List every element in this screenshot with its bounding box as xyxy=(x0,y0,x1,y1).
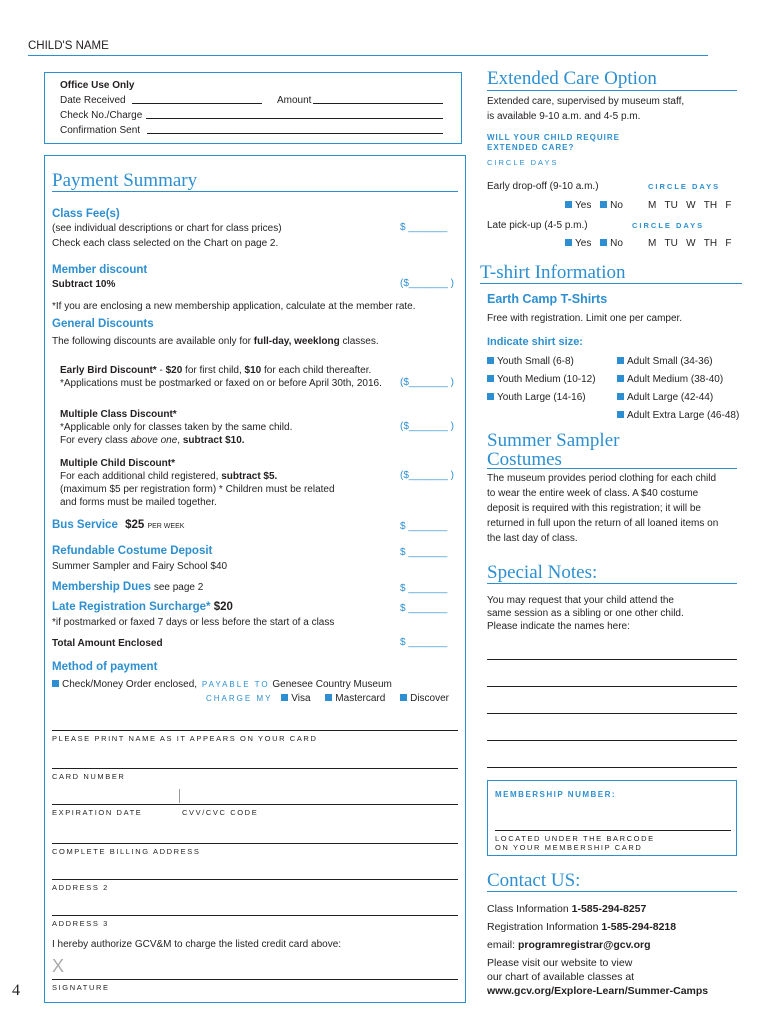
early-bird-amt2: $10 xyxy=(244,365,262,376)
reg-info-line xyxy=(487,921,676,934)
extended-question1: WILL YOUR CHILD REQUIRE xyxy=(487,133,620,142)
late-reg-note: *if postmarked or faxed 7 days or less before the start of a class xyxy=(52,617,335,628)
extended-question2: EXTENDED CARE? xyxy=(487,143,575,152)
email-link[interactable]: programregistrar@gcv.org xyxy=(517,939,651,951)
membership-located2: ON YOUR MEMBERSHIP CARD xyxy=(495,843,643,852)
membership-number-label: MEMBERSHIP NUMBER: xyxy=(495,790,617,799)
card-number-label: CARD NUMBER xyxy=(52,772,126,781)
discover-checkbox[interactable] xyxy=(400,694,407,701)
adult-medium-label: Adult Medium (38-40) xyxy=(627,374,724,385)
membership-number-field[interactable] xyxy=(495,830,731,831)
charge-options-line xyxy=(206,692,449,705)
extended-circle-days: CIRCLE DAYS xyxy=(487,158,559,167)
sampler-title1: Summer Sampler xyxy=(487,430,620,451)
general-note-post: classes. xyxy=(339,336,379,347)
notes-field-5[interactable] xyxy=(487,767,737,768)
multi-child-note2: (maximum $5 per registration form) * Children must be related xyxy=(60,484,335,495)
multi-class-note1: *Applicable only for classes taken by the same child. xyxy=(60,422,293,433)
page-number: 4 xyxy=(12,982,20,999)
early-bird-text1: for first child, xyxy=(182,365,245,376)
discover-label: Discover xyxy=(410,693,449,704)
late-circle-days: CIRCLE DAYS xyxy=(632,221,705,230)
sampler-rule xyxy=(487,468,737,469)
adult-medium-checkbox[interactable] xyxy=(617,375,624,382)
charge-my-label: CHARGE MY xyxy=(206,694,273,703)
confirmation-label: Confirmation Sent xyxy=(60,125,141,136)
bus-price: $25 xyxy=(125,519,145,531)
method-heading: Method of payment xyxy=(52,661,158,673)
multi-child-note1 xyxy=(60,470,277,483)
multi-child-note3: and forms must be mailed together. xyxy=(60,497,217,508)
child-name-field[interactable] xyxy=(28,55,708,56)
class-fees-heading: Class Fee(s) xyxy=(52,208,120,220)
website-link[interactable]: www.gcv.org/Explore-Learn/Summer-Camps xyxy=(487,985,709,997)
class-info-phone[interactable]: 1-585-294-8257 xyxy=(571,903,647,915)
notes-field-3[interactable] xyxy=(487,713,737,714)
payable-to-label: PAYABLE TO xyxy=(201,680,270,689)
address2-field[interactable] xyxy=(52,879,458,880)
size-adult-xl xyxy=(617,409,739,422)
early-dropoff-label: Early drop-off (9-10 a.m.) xyxy=(487,181,599,192)
multi-class-note2-a: For every class xyxy=(60,435,131,446)
mastercard-label: Mastercard xyxy=(335,693,386,704)
youth-small-label: Youth Small (6-8) xyxy=(497,356,574,367)
adult-small-label: Adult Small (34-36) xyxy=(627,356,713,367)
member-discount-heading: Member discount xyxy=(52,264,148,276)
confirmation-field[interactable] xyxy=(147,133,443,134)
contact-rule xyxy=(487,891,737,892)
subtract10-label: Subtract 10% xyxy=(52,279,116,290)
membership-dues-label: Membership Dues xyxy=(52,581,152,593)
payment-title-rule xyxy=(52,191,458,192)
size-youth-small xyxy=(487,355,574,368)
size-adult-large xyxy=(617,391,713,404)
mastercard-checkbox[interactable] xyxy=(325,694,332,701)
multi-child-title: Multiple Child Discount* xyxy=(60,458,175,469)
late-no-label: No xyxy=(610,238,623,249)
tshirt-title: T-shirt Information xyxy=(480,262,626,283)
address3-field[interactable] xyxy=(52,915,458,916)
late-days[interactable]: M TU W TH F xyxy=(648,238,732,249)
membership-located1: LOCATED UNDER THE BARCODE xyxy=(495,834,655,843)
amount-field[interactable] xyxy=(313,103,443,104)
early-days[interactable]: M TU W TH F xyxy=(648,200,732,211)
contact-title: Contact US: xyxy=(487,870,581,891)
early-bird-note: *Applications must be postmarked or faxed on or before April 30th, 2016. xyxy=(60,378,382,389)
bus-service-line xyxy=(52,519,184,531)
early-bird-title: Early Bird Discount* xyxy=(60,365,157,376)
late-pickup-label: Late pick-up (4-5 p.m.) xyxy=(487,220,588,231)
multi-child-note1-b: subtract $5. xyxy=(221,471,278,482)
class-fees-note1: (see individual descriptions or chart for class prices) xyxy=(52,223,282,234)
class-fees-note2: Check each class selected on the Chart on page 2. xyxy=(52,238,279,249)
adult-xl-checkbox[interactable] xyxy=(617,411,624,418)
tshirt-rule xyxy=(480,283,742,284)
print-name-label: PLEASE PRINT NAME AS IT APPEARS ON YOUR CARD xyxy=(52,734,318,743)
member-note: *If you are enclosing a new membership application, calculate at the member rate. xyxy=(52,301,416,312)
billing-label: COMPLETE BILLING ADDRESS xyxy=(52,847,201,856)
signature-field[interactable] xyxy=(52,979,458,980)
print-name-field[interactable] xyxy=(52,730,458,731)
late-yes-checkbox[interactable] xyxy=(565,239,572,246)
billing-field[interactable] xyxy=(52,843,458,844)
expiration-label: EXPIRATION DATE xyxy=(52,808,143,817)
size-adult-medium xyxy=(617,373,723,386)
sampler-line-1: to wear the entire week of class. A $40 costume xyxy=(487,488,699,499)
notes-line-1: same session as a sibling or one other child. xyxy=(487,608,684,619)
youth-medium-label: Youth Medium (10-12) xyxy=(497,374,596,385)
payee-name: Genesee Country Museum xyxy=(272,679,392,690)
member-discount-amount[interactable]: ($_______ ) xyxy=(400,278,454,289)
adult-xl-label: Adult Extra Large (46-48) xyxy=(627,410,740,421)
membership-dues-note: see page 2 xyxy=(151,582,204,593)
notes-line-0: You may request that your child attend the xyxy=(487,595,674,606)
class-info-label: Class Information xyxy=(487,903,572,915)
general-note-bold: full-day, weeklong xyxy=(253,336,340,347)
late-no-checkbox[interactable] xyxy=(600,239,607,246)
membership-dues-line xyxy=(52,581,203,593)
check-option-line xyxy=(52,678,392,691)
reg-info-label: Registration Information xyxy=(487,921,602,933)
early-bird-amount[interactable]: ($_______ ) xyxy=(400,377,454,388)
tshirt-note: Free with registration. Limit one per camper. xyxy=(487,313,683,324)
early-yes-no xyxy=(565,199,623,212)
size-youth-large xyxy=(487,391,586,404)
check-money-order-checkbox[interactable] xyxy=(52,680,59,687)
costume-deposit-note: Summer Sampler and Fairy School $40 xyxy=(52,561,228,572)
notes-field-2[interactable] xyxy=(487,686,737,687)
multi-class-note2 xyxy=(60,434,245,447)
visit-line1: Please visit our website to view xyxy=(487,957,633,969)
early-yes-checkbox[interactable] xyxy=(565,201,572,208)
bus-service-amount[interactable]: $ _______ xyxy=(400,521,448,532)
sampler-line-4: the last day of class. xyxy=(487,533,578,544)
general-discounts-note xyxy=(52,335,379,348)
late-yes-no xyxy=(565,237,623,250)
date-received-label: Date Received xyxy=(60,95,126,106)
youth-small-checkbox[interactable] xyxy=(487,357,494,364)
multi-class-amount[interactable]: ($_______ ) xyxy=(400,421,454,432)
expiration-field[interactable] xyxy=(52,804,458,805)
total-amount[interactable]: $ _______ xyxy=(400,637,448,648)
class-fees-amount[interactable]: $ _______ xyxy=(400,222,448,233)
address2-label: ADDRESS 2 xyxy=(52,883,109,892)
size-youth-medium xyxy=(487,373,596,386)
tshirt-indicate: Indicate shirt size: xyxy=(487,336,583,348)
signature-label: SIGNATURE xyxy=(52,983,110,992)
check-no-field[interactable] xyxy=(146,118,443,119)
bus-service-label: Bus Service xyxy=(52,519,118,531)
multi-class-title: Multiple Class Discount* xyxy=(60,409,177,420)
cvv-label: CVV/CVC CODE xyxy=(182,808,259,817)
multi-class-note2-d: subtract $10. xyxy=(182,435,245,446)
adult-large-checkbox[interactable] xyxy=(617,393,624,400)
youth-medium-checkbox[interactable] xyxy=(487,375,494,382)
membership-dues-amount[interactable]: $ _______ xyxy=(400,583,448,594)
office-use-title: Office Use Only xyxy=(60,80,135,91)
general-note-pre: The following discounts are available only for xyxy=(52,336,254,347)
costume-deposit-amount[interactable]: $ _______ xyxy=(400,547,448,558)
early-no-checkbox[interactable] xyxy=(600,201,607,208)
payment-summary-title: Payment Summary xyxy=(52,170,198,191)
general-discounts-heading: General Discounts xyxy=(52,318,154,330)
youth-large-label: Youth Large (14-16) xyxy=(497,392,586,403)
card-number-field[interactable] xyxy=(52,768,458,769)
email-label: email: xyxy=(487,939,518,951)
check-no-label: Check No./Charge xyxy=(60,110,143,121)
notes-field-1[interactable] xyxy=(487,659,737,660)
adult-small-checkbox[interactable] xyxy=(617,357,624,364)
visa-label: Visa xyxy=(291,693,311,704)
check-option-label: Check/Money Order enclosed, xyxy=(62,679,198,690)
early-circle-days: CIRCLE DAYS xyxy=(648,182,721,191)
date-received-field[interactable] xyxy=(132,103,262,104)
class-info-line xyxy=(487,903,646,916)
amount-label: Amount xyxy=(277,95,312,106)
bus-per-week: PER WEEK xyxy=(147,523,185,530)
late-yes-label: Yes xyxy=(575,238,592,249)
early-yes-label: Yes xyxy=(575,200,592,211)
early-no-label: No xyxy=(610,200,623,211)
sampler-line-2: deposit is required with this registration; it will be xyxy=(487,503,701,514)
size-adult-small xyxy=(617,355,713,368)
multi-child-note1-a: For each additional child registered, xyxy=(60,471,222,482)
extended-desc2: is available 9-10 a.m. and 4-5 p.m. xyxy=(487,111,641,122)
early-bird-amt1: $20 xyxy=(165,365,183,376)
child-name-label: CHILD'S NAME xyxy=(28,40,109,52)
authorize-text: I hereby authorize GCV&M to charge the listed credit card above: xyxy=(52,939,342,950)
early-bird-dash: - xyxy=(156,365,166,376)
late-reg-label: Late Registration Surcharge* xyxy=(52,601,211,613)
late-reg-line xyxy=(52,601,233,613)
late-reg-amt: $20 xyxy=(213,601,233,613)
early-bird-text2: for each child thereafter. xyxy=(261,365,372,376)
address3-label: ADDRESS 3 xyxy=(52,919,109,928)
tshirt-sub: Earth Camp T-Shirts xyxy=(487,292,608,306)
costume-deposit-label: Refundable Costume Deposit xyxy=(52,545,213,557)
multi-class-note2-b: above one xyxy=(130,435,178,446)
total-label: Total Amount Enclosed xyxy=(52,638,163,649)
extended-care-rule xyxy=(487,90,737,91)
late-reg-amount[interactable]: $ _______ xyxy=(400,603,448,614)
sampler-title2: Costumes xyxy=(487,449,562,470)
expiration-cvv-divider xyxy=(179,789,180,803)
extended-care-title: Extended Care Option xyxy=(487,68,657,89)
visa-checkbox[interactable] xyxy=(281,694,288,701)
visit-line2: our chart of available classes at xyxy=(487,971,635,983)
youth-large-checkbox[interactable] xyxy=(487,393,494,400)
special-notes-rule xyxy=(487,583,737,584)
reg-info-phone[interactable]: 1-585-294-8218 xyxy=(601,921,677,933)
sampler-line-0: The museum provides period clothing for each child xyxy=(487,473,717,484)
special-notes-title: Special Notes: xyxy=(487,562,598,583)
multi-child-amount[interactable]: ($_______ ) xyxy=(400,470,454,481)
notes-line-2: Please indicate the names here: xyxy=(487,621,630,632)
adult-large-label: Adult Large (42-44) xyxy=(627,392,714,403)
notes-field-4[interactable] xyxy=(487,740,737,741)
early-bird-line xyxy=(60,364,371,377)
sampler-line-3: returned in full upon the return of all loaned items on xyxy=(487,518,719,529)
signature-x-mark: X xyxy=(52,956,65,976)
email-line xyxy=(487,939,651,952)
extended-desc1: Extended care, supervised by museum staff, xyxy=(487,96,685,107)
multi-class-note2-c: , xyxy=(177,435,183,446)
